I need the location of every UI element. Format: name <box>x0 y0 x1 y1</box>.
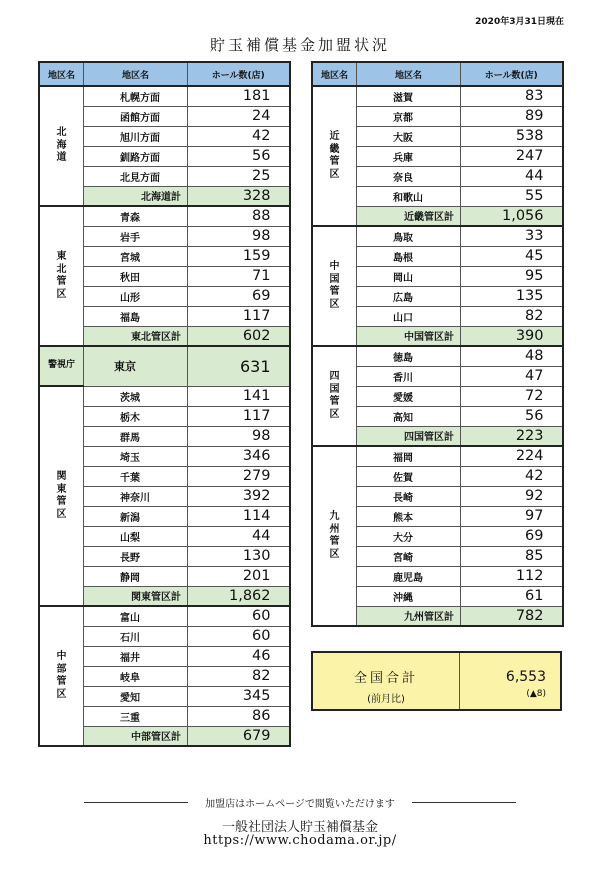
area-name: 石川 <box>84 626 188 646</box>
area-name: 新潟 <box>84 506 188 526</box>
website-link[interactable]: https://www.chodama.or.jp/ <box>203 833 397 848</box>
hall-count: 45 <box>461 246 563 266</box>
region-label <box>312 346 357 446</box>
area-name: 東京 <box>84 346 188 386</box>
hall-count: 60 <box>188 626 290 646</box>
area-name: 北見方面 <box>84 166 188 186</box>
area-name: 滋賀 <box>357 86 461 106</box>
area-name: 福岡 <box>357 446 461 466</box>
subtotal-label: 関東管区計 <box>84 586 188 606</box>
area-name: 奈良 <box>357 166 461 186</box>
report-date: 2020年3月31日現在 <box>475 17 564 27</box>
region-label-text: 関 東 管 区 <box>56 471 67 520</box>
header-count: ホール数(店) <box>461 62 563 86</box>
subtotal-value: 1,862 <box>188 586 290 606</box>
hall-count: 141 <box>188 386 290 406</box>
header-region: 地区名 <box>312 62 357 86</box>
hall-count: 159 <box>188 246 290 266</box>
hall-count: 82 <box>188 666 290 686</box>
area-name: 鳥取 <box>357 226 461 246</box>
hall-count: 279 <box>188 466 290 486</box>
hall-count: 60 <box>188 606 290 626</box>
table-row <box>39 206 290 226</box>
region-label-text: 中 国 管 区 <box>329 261 340 310</box>
hall-count: 44 <box>461 166 563 186</box>
footer-note: 加盟店はホームページで閲覧いただけます <box>205 799 395 810</box>
hall-count: 201 <box>188 566 290 586</box>
group-row-single <box>39 346 290 386</box>
header-area: 地区名 <box>84 62 188 86</box>
area-name: 山形 <box>84 286 188 306</box>
area-name: 沖縄 <box>357 586 461 606</box>
area-name: 広島 <box>357 286 461 306</box>
area-name: 札幌方面 <box>84 86 188 106</box>
area-name: 函館方面 <box>84 106 188 126</box>
subtotal-label: 九州管区計 <box>357 606 461 626</box>
area-name: 岡山 <box>357 266 461 286</box>
area-name: 宮城 <box>84 246 188 266</box>
area-name: 熊本 <box>357 506 461 526</box>
area-name: 福井 <box>84 646 188 666</box>
hall-count: 33 <box>461 226 563 246</box>
area-name: 三重 <box>84 706 188 726</box>
hall-count: 345 <box>188 686 290 706</box>
hall-count: 346 <box>188 446 290 466</box>
hall-count: 112 <box>461 566 563 586</box>
right-membership-table <box>311 61 564 627</box>
area-name: 秋田 <box>84 266 188 286</box>
hall-count: 56 <box>461 406 563 426</box>
hall-count: 83 <box>461 86 563 106</box>
area-name: 岩手 <box>84 226 188 246</box>
subtotal-value: 1,056 <box>461 206 563 226</box>
area-name: 佐賀 <box>357 466 461 486</box>
region-label <box>39 386 84 606</box>
hall-count: 48 <box>461 346 563 366</box>
hall-count: 24 <box>188 106 290 126</box>
national-total-label-cell <box>313 653 460 709</box>
footer-divider-right <box>412 802 516 803</box>
region-label-text: 東 北 管 区 <box>56 251 67 300</box>
hall-count: 95 <box>461 266 563 286</box>
hall-count: 82 <box>461 306 563 326</box>
hall-count: 97 <box>461 506 563 526</box>
area-name: 山梨 <box>84 526 188 546</box>
region-label: 警視庁 <box>39 346 84 386</box>
organization-name: 一般社団法人貯玉補償基金 <box>221 820 378 835</box>
area-name: 神奈川 <box>84 486 188 506</box>
area-name: 兵庫 <box>357 146 461 166</box>
subtotal-value: 602 <box>188 326 290 346</box>
header-count: ホール数(店) <box>188 62 290 86</box>
area-name: 山口 <box>357 306 461 326</box>
hall-count: 130 <box>188 546 290 566</box>
region-label-text: 四 国 管 区 <box>329 371 340 420</box>
national-total-box <box>311 651 562 711</box>
area-name: 栃木 <box>84 406 188 426</box>
hall-count: 44 <box>188 526 290 546</box>
area-name: 富山 <box>84 606 188 626</box>
subtotal-label: 東北管区計 <box>84 326 188 346</box>
hall-count: 538 <box>461 126 563 146</box>
area-name: 千葉 <box>84 466 188 486</box>
table-row <box>312 86 563 106</box>
hall-count: 631 <box>188 346 290 386</box>
hall-count: 88 <box>188 206 290 226</box>
region-label <box>312 226 357 346</box>
hall-count: 85 <box>461 546 563 566</box>
area-name: 長崎 <box>357 486 461 506</box>
area-name: 鹿児島 <box>357 566 461 586</box>
hall-count: 42 <box>461 466 563 486</box>
area-name: 愛媛 <box>357 386 461 406</box>
month-change-label: (前月比) <box>367 694 405 705</box>
hall-count: 181 <box>188 86 290 106</box>
hall-count: 114 <box>188 506 290 526</box>
table-row <box>312 226 563 246</box>
hall-count: 42 <box>188 126 290 146</box>
subtotal-label: 四国管区計 <box>357 426 461 446</box>
hall-count: 69 <box>461 526 563 546</box>
area-name: 茨城 <box>84 386 188 406</box>
hall-count: 117 <box>188 306 290 326</box>
header-area: 地区名 <box>357 62 461 86</box>
hall-count: 72 <box>461 386 563 406</box>
area-name: 釧路方面 <box>84 146 188 166</box>
subtotal-value: 679 <box>188 726 290 746</box>
region-label <box>312 86 357 226</box>
region-label <box>39 606 84 746</box>
hall-count: 86 <box>188 706 290 726</box>
hall-count: 98 <box>188 426 290 446</box>
region-label <box>39 86 84 206</box>
area-name: 大分 <box>357 526 461 546</box>
hall-count: 46 <box>188 646 290 666</box>
subtotal-value: 328 <box>188 186 290 206</box>
area-name: 香川 <box>357 366 461 386</box>
area-name: 和歌山 <box>357 186 461 206</box>
table-row <box>39 86 290 106</box>
hall-count: 56 <box>188 146 290 166</box>
region-label-text: 九 州 管 区 <box>329 511 340 560</box>
hall-count: 71 <box>188 266 290 286</box>
subtotal-label: 北海道計 <box>84 186 188 206</box>
hall-count: 392 <box>188 486 290 506</box>
area-name: 宮崎 <box>357 546 461 566</box>
region-label-text: 近 畿 管 区 <box>329 131 340 180</box>
hall-count: 47 <box>461 366 563 386</box>
national-total-value: 6,553 <box>505 669 546 685</box>
table-row <box>312 446 563 466</box>
subtotal-value: 223 <box>461 426 563 446</box>
subtotal-label: 中部管区計 <box>84 726 188 746</box>
subtotal-label: 中国管区計 <box>357 326 461 346</box>
area-name: 群馬 <box>84 426 188 446</box>
area-name: 静岡 <box>84 566 188 586</box>
region-label-text: 中 部 管 区 <box>56 651 67 700</box>
region-label-text: 北 海 道 <box>56 127 67 164</box>
area-name: 長野 <box>84 546 188 566</box>
area-name: 愛知 <box>84 686 188 706</box>
table-row <box>312 346 563 366</box>
hall-count: 224 <box>461 446 563 466</box>
hall-count: 135 <box>461 286 563 306</box>
left-membership-table <box>38 61 291 747</box>
region-label <box>39 206 84 346</box>
table-row <box>39 606 290 626</box>
hall-count: 25 <box>188 166 290 186</box>
month-change-value: (▲8) <box>526 689 546 699</box>
subtotal-value: 390 <box>461 326 563 346</box>
area-name: 旭川方面 <box>84 126 188 146</box>
subtotal-label: 近畿管区計 <box>357 206 461 226</box>
area-name: 徳島 <box>357 346 461 366</box>
national-total-value-cell <box>460 653 560 709</box>
region-label <box>312 446 357 626</box>
header-region: 地区名 <box>39 62 84 86</box>
hall-count: 69 <box>188 286 290 306</box>
hall-count: 92 <box>461 486 563 506</box>
area-name: 埼玉 <box>84 446 188 466</box>
national-total-label: 全国合計 <box>353 671 418 686</box>
subtotal-value: 782 <box>461 606 563 626</box>
page-title: 貯玉補償基金加盟状況 <box>209 36 390 54</box>
area-name: 福島 <box>84 306 188 326</box>
hall-count: 247 <box>461 146 563 166</box>
hall-count: 61 <box>461 586 563 606</box>
hall-count: 89 <box>461 106 563 126</box>
table-header-row <box>39 62 290 86</box>
table-row <box>39 386 290 406</box>
area-name: 島根 <box>357 246 461 266</box>
area-name: 高知 <box>357 406 461 426</box>
area-name: 岐阜 <box>84 666 188 686</box>
hall-count: 98 <box>188 226 290 246</box>
table-header-row <box>312 62 563 86</box>
hall-count: 55 <box>461 186 563 206</box>
area-name: 大阪 <box>357 126 461 146</box>
area-name: 青森 <box>84 206 188 226</box>
area-name: 京都 <box>357 106 461 126</box>
hall-count: 117 <box>188 406 290 426</box>
